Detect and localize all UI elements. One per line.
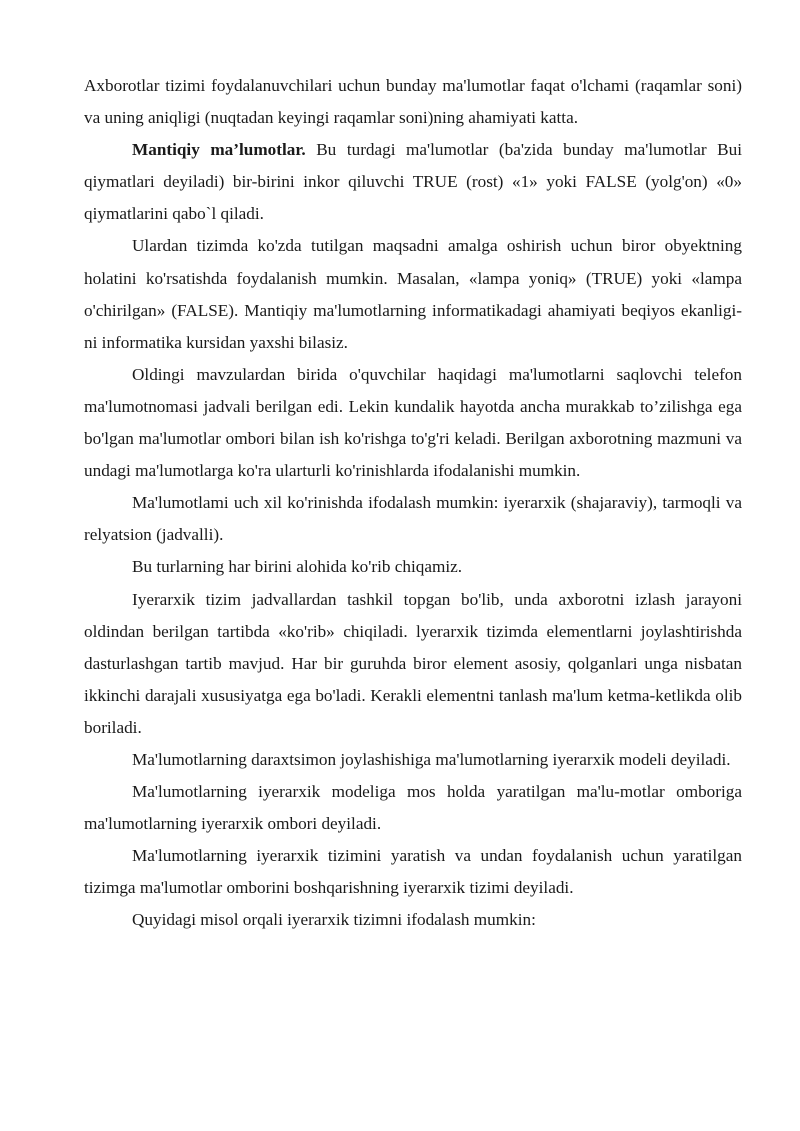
paragraph-11 xyxy=(84,904,742,936)
paragraph-9-text: Ma'lumotlarning iyerarxik modeliga mos holda yaratilgan ma'lu-motlar omboriga ma'lumotlarning iyerarxik ombori deyiladi. xyxy=(84,782,742,834)
paragraph-1 xyxy=(84,70,742,134)
paragraph-8-text: Ma'lumotlarning daraxtsimon joylashishiga ma'lumotlarning iyerarxik modeli deyiladi. xyxy=(132,749,731,769)
document-page xyxy=(84,70,742,937)
paragraph-3-text: Ulardan tizimda ko'zda tutilgan maqsadni amalga oshirish uchun biror obyektning holatini ko'rsatishda foydalanish mumkin. Masalan, «lampa yoniq» (TRUE) yoki «lampa o'chirilgan» (FALSE). Mantiqiy ma'lumotlarning informatikadagi ahamiyati beqiyos ekanligi-ni informatika kursidan yaxshi bilasiz. xyxy=(84,236,742,352)
paragraph-10 xyxy=(84,840,742,904)
paragraph-5-text: Ma'lumotlami uch xil ko'rinishda ifodalash mumkin: iyerarxik (shajaraviy), tarmoqli va relyatsion (jadvalli). xyxy=(84,493,742,545)
paragraph-11-text: Quyidagi misol orqali iyerarxik tizimni ifodalash mumkin: xyxy=(132,910,536,930)
paragraph-6-text: Bu turlarning har birini alohida ko'rib chiqamiz. xyxy=(132,557,463,577)
paragraph-3 xyxy=(84,230,742,358)
paragraph-2-heading: Mantiqiy ma’lumotlar. xyxy=(132,140,306,160)
paragraph-8 xyxy=(84,744,742,776)
paragraph-4 xyxy=(84,359,742,487)
paragraph-9 xyxy=(84,776,742,840)
paragraph-7 xyxy=(84,584,742,744)
paragraph-7-text: Iyerarxik tizim jadvallardan tashkil topgan bo'lib, unda axborotni izlash jarayoni oldindan berilgan tartibda «ko'rib» chiqiladi. lyerarxik tizimda elementlarni joylashtirishda dasturlashgan tartib mavjud. Har bir guruhda biror element asosiy, qolganlari unga nisbatan ikkinchi darajali xususiyatga ega bo'ladi. Kerakli elementni tanlash ma'lum ketma-ketlikda olib boriladi. xyxy=(84,589,742,737)
paragraph-5 xyxy=(84,487,742,551)
paragraph-2-text: Bu turdagi ma'lumotlar (ba'zida bunday ma'lumotlar Bui qiymatlari deyiladi) bir-birini inkor qiluvchi TRUE (rost) «1» yoki FALSE (yolg'on) «0» qiymatlarini qabo`l qiladi. xyxy=(84,140,742,224)
paragraph-6 xyxy=(84,551,742,583)
paragraph-2 xyxy=(84,134,742,230)
paragraph-10-text: Ma'lumotlarning iyerarxik tizimini yaratish va undan foydalanish uchun yaratilgan tizimga ma'lumotlar omborini boshqarishning iyerarxik tizimi deyiladi. xyxy=(84,846,742,898)
paragraph-4-text: Oldingi mavzulardan birida o'quvchilar haqidagi ma'lumotlarni saqlovchi telefon ma'lumotnomasi jadvali berilgan edi. Lekin kundalik hayotda ancha murakkab to’zilishga ega bo'lgan ma'lumotlar ombori bilan ish ko'rishga to'g'ri keladi. Berilgan axborotning mazmuni va undagi ma'lumotlarga ko'ra ularturli ko'rinishlarda ifodalanishi mumkin. xyxy=(84,364,742,481)
paragraph-1-text: Axborotlar tizimi foydalanuvchilari uchun bunday ma'lumotlar faqat o'lchami (raqamlar soni) va uning aniqligi (nuqtadan keyingi raqamlar soni)ning ahamiyati katta. xyxy=(84,76,742,128)
